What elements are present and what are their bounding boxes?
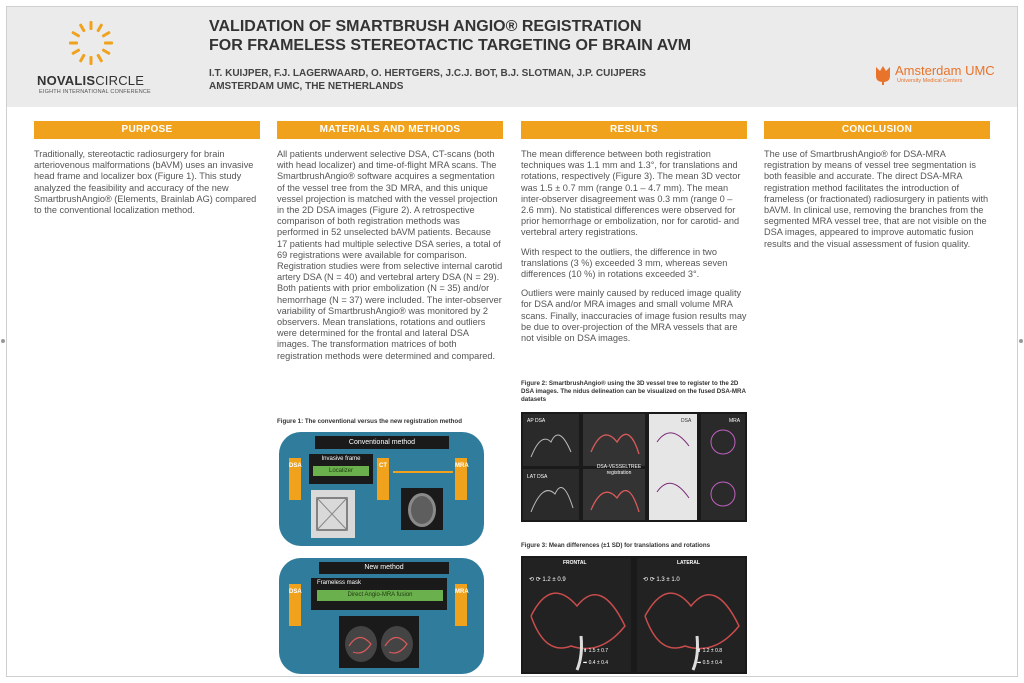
purpose-heading: PURPOSE	[34, 121, 260, 139]
mra-tag-new: MRA	[455, 584, 467, 626]
dsa-tag: DSA	[289, 458, 301, 500]
ct-scan-image	[401, 488, 443, 530]
lateral-label: LATERAL	[677, 560, 700, 566]
fusion-arrow: Direct Angio-MRA fusion	[317, 590, 443, 601]
poster-title: VALIDATION OF SMARTBRUSH ANGIO® REGISTRATION FOR FRAMELESS STEREOTACTIC TARGETING OF BRAIN AVM	[209, 18, 692, 54]
tulip-logo-icon	[873, 63, 893, 85]
dsa-tag-new: DSA	[289, 584, 301, 626]
lateral-rotation-value: ⟲ ⟳ 1.3 ± 1.0	[643, 577, 680, 583]
figure1-caption: Figure 1: The conventional versus the new registration method	[277, 418, 462, 425]
amsterdam-umc-logo	[873, 63, 1013, 89]
poster-authors: I.T. KUIJPER, F.J. LAGERWAARD, O. HERTGERS, J.C.J. BOT, B.J. SLOTMAN, J.P. CUIJPERS AMSTERDAM UMC, THE NETHERLANDS	[209, 68, 646, 92]
left-edge-marker	[1, 339, 5, 343]
methods-heading: MATERIALS AND METHODS	[277, 121, 503, 139]
brand-subtitle: EIGHTH INTERNATIONAL CONFERENCE	[39, 89, 151, 95]
vessel-fusion-icon	[339, 616, 419, 668]
lat-dsa-label: LAT DSA	[527, 474, 548, 480]
poster-header	[7, 7, 1017, 107]
sun-logo-icon	[67, 19, 115, 67]
figure2-image	[521, 412, 747, 522]
lateral-side-value: ➡ 0.5 ± 0.4	[697, 660, 723, 666]
conclusion-heading: CONCLUSION	[764, 121, 990, 139]
dsa-label: DSA	[681, 418, 692, 424]
ct-brain-icon	[401, 488, 443, 530]
frontal-side-value: ➡ 0.4 ± 0.4	[583, 660, 609, 666]
conventional-method-panel	[279, 432, 484, 546]
dsa-vessel-label: DSA-VESSELTREE registration	[596, 464, 642, 476]
partner-subtitle: University Medical Centers	[897, 78, 963, 84]
head-frame-icon	[311, 490, 355, 538]
results-heading: RESULTS	[521, 121, 747, 139]
localizer-arrow: Localizer	[313, 466, 369, 476]
frontal-label: FRONTAL	[563, 560, 587, 566]
ct-to-mra-arrow-icon	[375, 468, 455, 476]
invasive-frame-box: Invasive frame Localizer	[309, 454, 373, 484]
partner-name: Amsterdam UMC	[895, 63, 995, 78]
head-frame-photo	[311, 490, 355, 538]
mra-tag: MRA	[455, 458, 467, 500]
lateral-up-value: ⬆ 1.2 ± 0.8	[697, 648, 723, 654]
new-method-panel	[279, 558, 484, 674]
right-edge-marker	[1019, 339, 1023, 343]
novalis-circle-logo	[29, 15, 149, 101]
conclusion-text: The use of SmartbrushAngio® for DSA-MRA registration by means of vessel tree segmentation is both feasible and accurate. The direct DSA-MRA registration method facilitates the introduction of frameless (or fractionated) radiosurgery in patients with bAVM. In clinical use, removing the branches from the segmented MRA vessel tree, that are not visible on the DSA images, appeared to improve automatic fusion results and the visual assessment of fusion quality.	[764, 149, 989, 249]
frontal-rotation-value: ⟲ ⟳ 1.2 ± 0.9	[529, 577, 566, 583]
vessel-translation-icon	[521, 556, 747, 674]
figure2-caption: Figure 2: SmartbrushAngio® using the 3D vessel tree to register to the 2D DSA images. The nidus delineation can be visualized on the fused DSA-MRA datasets	[521, 380, 746, 403]
purpose-text: Traditionally, stereotactic radiosurgery for brain arteriovenous malformations (bAVM) uses an invasive head frame and localizer box (Figure 1). This study analyzed the feasibility and accuracy of the new SmartbrushAngio® (Elements, Brainlab AG) compared to the conventional localization method.	[34, 149, 257, 216]
frontal-up-value: ⬆ 1.5 ± 0.7	[583, 648, 609, 654]
conventional-method-label: Conventional method	[315, 436, 449, 449]
mra-label: MRA	[729, 418, 741, 424]
figure3-image	[521, 556, 747, 674]
figure3-caption: Figure 3: Mean differences (±1 SD) for translations and rotations	[521, 542, 711, 549]
brand-name: NOVALISCIRCLE	[37, 73, 145, 88]
frameless-mask-box: Frameless mask Direct Angio-MRA fusion	[311, 578, 447, 610]
ct-tag: CT	[377, 458, 389, 500]
results-text: The mean difference between both registration techniques was 1.1 mm and 1.3°, for translations and rotations, respectively (Figure 3). The mean 3D vector was 1.5 ± 0.7 mm (range 0.1 – 4.7 mm). The mean inter-observer disagreement was 0.3 mm (range 0 – 2.6 mm). No statistical differences were observed for prior hemorrhage or embolization, nor for carotid- and vertebral artery registrations. With respect to the outliers, the difference in two translations (3 %) exceeded 3 mm, whereas seven differences (10 %) in rotations exceeded 3°. Outliers were mainly caused by reduced image quality for DSA and/or MRA images and small volume MRA scans. Finally, inaccuracies of image fusion results may be due to over-projection of the MRA vessels that are not visible on DSA images.	[521, 149, 747, 344]
methods-text: All patients underwent selective DSA, CT-scans (both with head localizer) and time-of-flight MRA scans. The SmartbrushAngio® software acquires a segmentation of the vessel tree from the 3D MRA, and this unique vessel projection is matched with the vessel projection in the 2D DSA images (Figure 2). A retrospective comparison of both registration methods was performed in 52 unselected bAVM patients. Because 17 patients had multiple selective DSA series, a total of 69 registrations were available for comparison. Registration studies were from selective internal carotid artery DSA (N = 40) and vertebral artery DSA (N = 29). Both patients with prior embolization (N = 35) and/or hemorrhage (N = 37) were included. The inter-observer variability of SmartbrushAngio® was monitored by 2 observers. Mean translations, rotations and outliers were determined for the frontal and lateral DSA images. The transformation matrices of both registration methods were determined and compared.	[277, 149, 503, 361]
new-method-label: New method	[319, 562, 449, 574]
fusion-image	[339, 616, 419, 668]
ap-dsa-label: AP DSA	[527, 418, 546, 424]
